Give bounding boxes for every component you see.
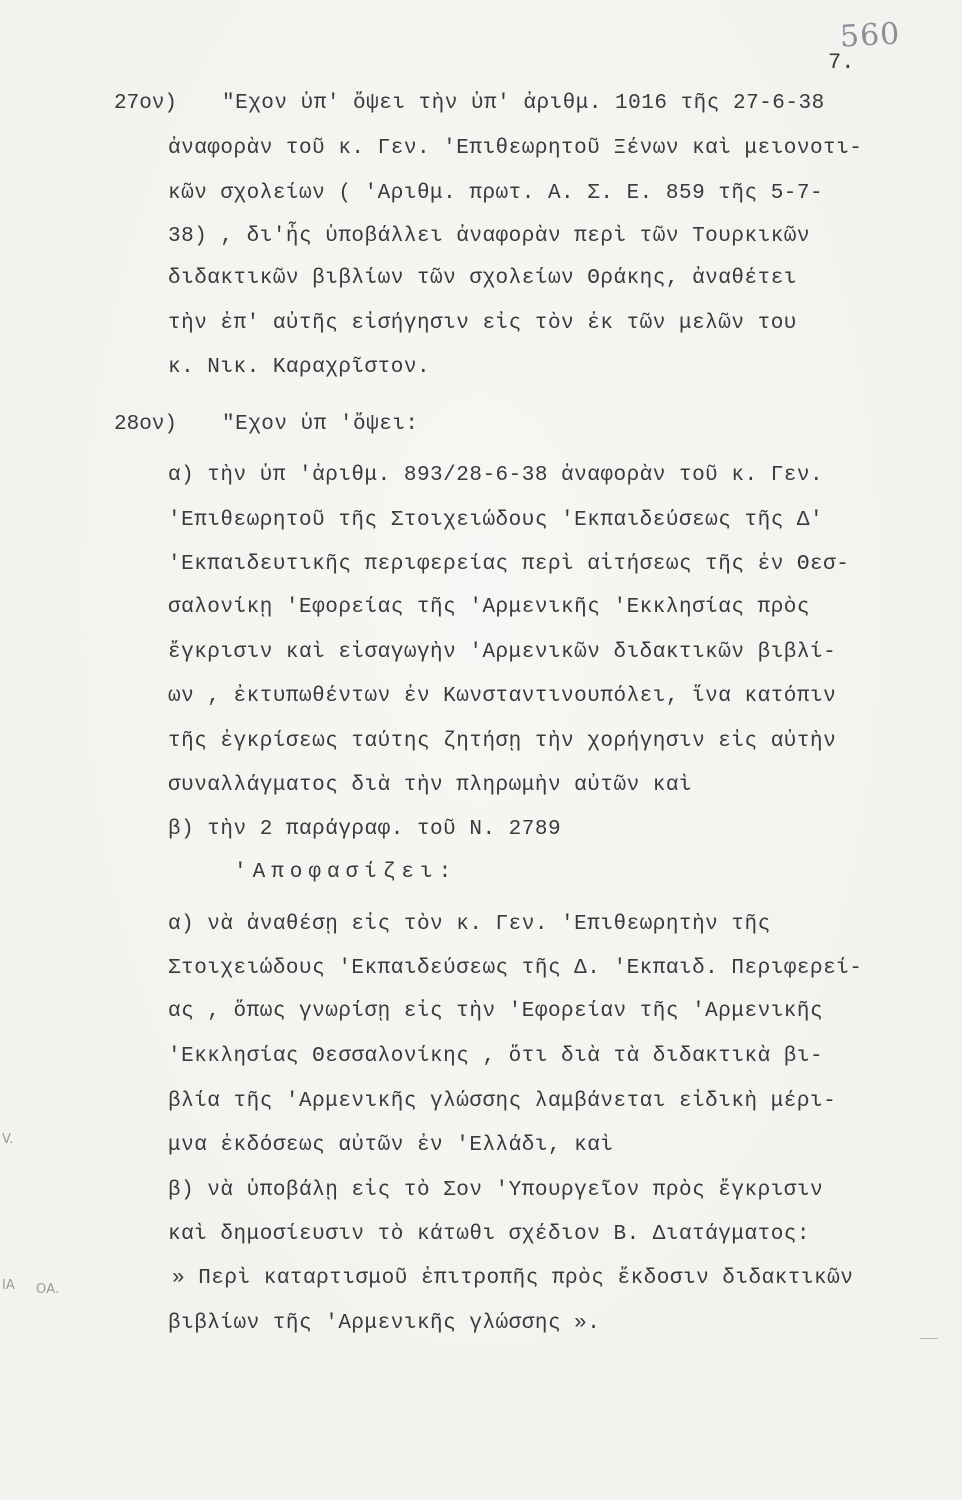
text-line: "Εχον ὑπ 'ὄψει: (222, 413, 419, 436)
text-line: κῶν σχολείων ( 'Αριθμ. πρωτ. Α. Σ. Ε. 859 τῆς 5-7- (168, 182, 824, 205)
item-label: 27ον) (114, 92, 178, 115)
text-line: ἔγκρισιν καὶ εἰσαγωγὴν 'Αρμενικῶν διδακτικῶν βιβλί- (168, 641, 837, 664)
text-line: τῆς ἐγκρίσεως ταύτης ζητήσῃ τὴν χορήγησιν εἰς αὐτὴν (168, 730, 837, 753)
archive-stamp-number: 560 (839, 16, 902, 55)
item-label: 28ον) (114, 413, 178, 436)
text-line: βιβλίων τῆς 'Αρμενικῆς γλώσσης ». (168, 1312, 601, 1335)
text-line: σαλονίκῃ 'Εφορείας τῆς 'Αρμενικῆς 'Εκκλησίας πρὸς (168, 596, 811, 619)
edge-mark: ΟΑ. (36, 1282, 60, 1297)
text-line: 38) , δι'ἧς ὑποβάλλει ἀναφορὰν περὶ τῶν Τουρκικῶν (168, 225, 811, 248)
text-line: μνα ἐκδόσεως αὐτῶν ἐν 'Ελλάδι, καὶ (168, 1134, 614, 1157)
text-line: 'Εκπαιδευτικῆς περιφερείας περὶ αἰτήσεως τῆς ἐν Θεσ- (168, 553, 850, 576)
text-line: τὴν ἐπ' αὐτῆς εἰσήγησιν εἰς τὸν ἐκ τῶν μελῶν του (168, 312, 797, 335)
text-line: β) τὴν 2 παράγραφ. τοῦ Ν. 2789 (168, 818, 562, 841)
edge-mark: V. (2, 1132, 14, 1147)
text-line: ας , ὅπως γνωρίσῃ εἰς τὴν 'Εφορείαν τῆς 'Αρμενικῆς (168, 1000, 824, 1023)
text-line: συναλλάγματος διὰ τὴν πληρωμὴν αὐτῶν καὶ (168, 774, 693, 797)
decision-heading: 'Αποφασίζει: (234, 861, 458, 884)
text-line: » Περὶ καταρτισμοῦ ἐπιτροπῆς πρὸς ἔκδοσιν διδακτικῶν (172, 1267, 854, 1290)
text-line: καὶ δημοσίευσιν τὸ κάτωθι σχέδιον Β. Διατάγματος: (168, 1223, 811, 1246)
text-line: 'Επιθεωρητοῦ τῆς Στοιχειώδους 'Εκπαιδεύσεως τῆς Δ' (168, 509, 824, 532)
edge-mark: IA (2, 1278, 15, 1293)
text-line: διδακτικῶν βιβλίων τῶν σχολείων Θράκης, ἀναθέτει (168, 267, 797, 290)
text-line: ἀναφορὰν τοῦ κ. Γεν. 'Επιθεωρητοῦ Ξένων καὶ μειονοτι- (168, 137, 863, 160)
text-line: "Εχον ὑπ' ὄψει τὴν ὑπ' ἀριθμ. 1016 τῆς 27-6-38 (222, 92, 825, 115)
text-line: Στοιχειώδους 'Εκπαιδεύσεως τῆς Δ. 'Εκπαιδ. Περιφερεί- (168, 957, 863, 980)
text-line: α) νὰ ἀναθέσῃ εἰς τὸν κ. Γεν. 'Επιθεωρητὴν τῆς (168, 913, 771, 936)
text-line: β) νὰ ὑποβάλῃ εἰς τὸ Σον 'Υπουργεῖον πρὸς ἔγκρισιν (168, 1179, 824, 1202)
text-line: ων , ἐκτυπωθέντων ἐν Κωνσταντινουπόλει, ἵνα κατόπιν (168, 685, 837, 708)
text-line: α) τὴν ὑπ 'ἀριθμ. 893/28-6-38 ἀναφορὰν τοῦ κ. Γεν. (168, 464, 824, 487)
text-line: κ. Νικ. Καραχρῖστον. (168, 356, 431, 379)
margin-dash (920, 1338, 938, 1339)
text-line: βλία τῆς 'Αρμενικῆς γλώσσης λαμβάνεται εἰδικὴ μέρι- (168, 1090, 837, 1113)
page-number: 7. (828, 50, 855, 75)
text-line: 'Εκκλησίας Θεσσαλονίκης , ὅτι διὰ τὰ διδακτικὰ βι- (168, 1045, 824, 1068)
